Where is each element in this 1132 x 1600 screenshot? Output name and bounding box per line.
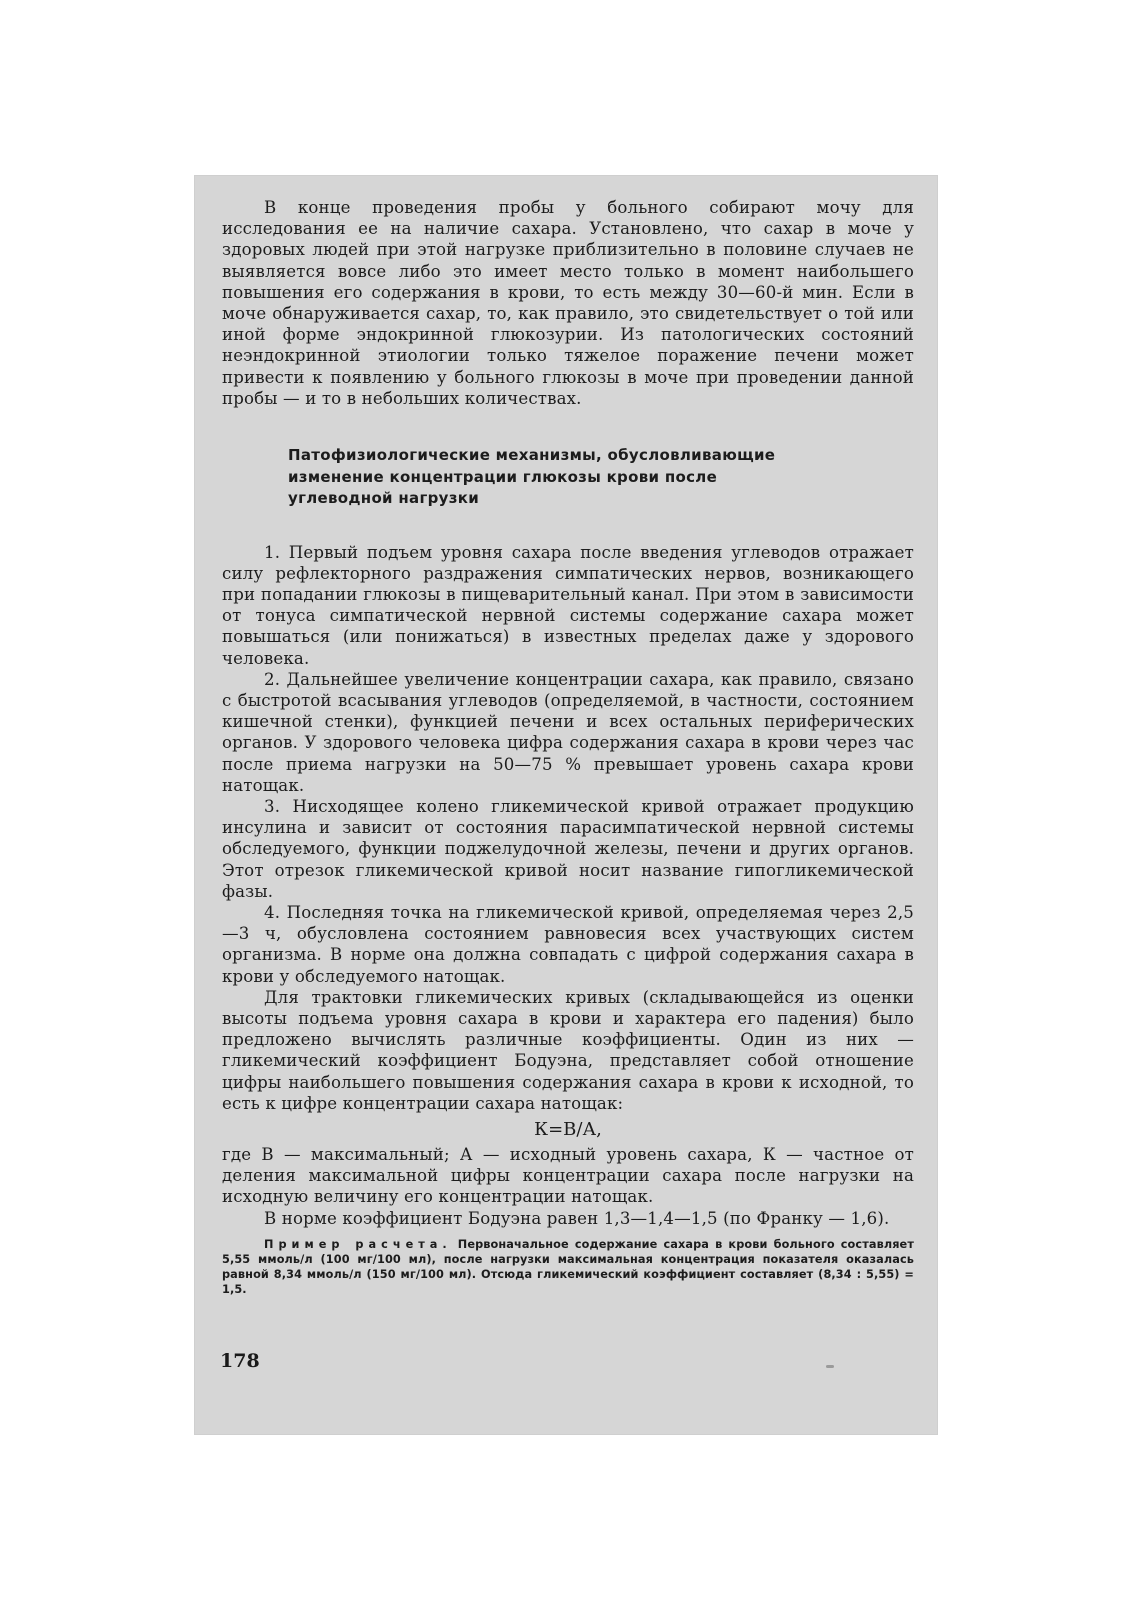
section-heading-line-3: углеводной нагрузки	[288, 489, 480, 508]
section-heading-line-1: Патофизиологические механизмы, обусловливающие	[288, 446, 776, 465]
norm-paragraph: В норме коэффициент Бодуэна равен 1,3—1,4—1,5 (по Франку — 1,6).	[264, 1208, 890, 1228]
baudouin-formula: К=В/А,	[534, 1119, 602, 1141]
list-item-4: 4. Последняя точка на гликемической кривой, определяемая через 2,5—3 ч, обусловлена состоянием равновесия всех участвующих систем организма. В норме она должна совпадать с цифрой содержания сахара в крови у обследуемого натощак.	[222, 902, 914, 986]
formula-explanation: где В — максимальный; А — исходный уровень сахара, К — частное от деления максимальной цифры концентрации сахара после нагрузки на исходную величину его концентрации натощак.	[222, 1145, 914, 1207]
print-speck	[826, 1365, 834, 1368]
calculation-example	[222, 1237, 914, 1298]
page-number: 178	[220, 1350, 260, 1372]
list-item-1: 1. Первый подъем уровня сахара после введения углеводов отражает силу рефлекторного раздражения симпатических нервов, возникающего при попадании глюкозы в пищеварительный канал. При этом в зависимости от тонуса симпатической нервной системы содержание сахара может повышаться (или понижаться) в известных пределах даже у здорового человека.	[222, 542, 914, 668]
coefficient-paragraph: Для трактовки гликемических кривых (складывающейся из оценки высоты подъема уровня сахара в крови и характера его падения) было предложено вычислять различные коэффициенты. Один из них — гликемический коэффициент Бодуэна, представляет собой отношение цифры наибольшего повышения содержания сахара в крови к исходной, то есть к цифре концентрации сахара натощак:	[222, 987, 914, 1113]
list-item-3: 3. Нисходящее колено гликемической кривой отражает продукцию инсулина и зависит от состояния парасимпатической нервной системы обследуемого, функции поджелудочной железы, печени и других органов. Этот отрезок гликемической кривой носит название гипогликемической фазы.	[222, 796, 914, 901]
section-heading-line-2: изменение концентрации глюкозы крови после	[288, 467, 718, 486]
example-label: Пример расчета.	[264, 1237, 452, 1251]
intro-paragraph: В конце проведения пробы у больного собирают мочу для исследования ее на наличие сахара. Установлено, что сахар в моче у здоровых людей при этой нагрузке приблизительно в половине случаев не выявляется вовсе либо это имеет место только в момент наибольшего повышения его содержания в крови, то есть между 30—60-й мин. Если в моче обнаруживается сахар, то, как правило, это свидетельствует о той или иной форме эндокринной глюкозурии. Из патологических состояний неэндокринной этиологии только тяжелое поражение печени может привести к появлению у больного глюкозы в моче при проведении данной пробы — и то в небольших количествах.	[222, 198, 914, 408]
page-content	[222, 197, 914, 1298]
list-item-2: 2. Дальнейшее увеличение концентрации сахара, как правило, связано с быстротой всасывания углеводов (определяемой, в частности, состоянием кишечной стенки), функцией печени и всех остальных периферических органов. У здорового человека цифра содержания сахара в крови через час после приема нагрузки на 50—75 % превышает уровень сахара крови натощак.	[222, 669, 914, 795]
example-text: Первоначальное содержание сахара в крови больного составляет 5,55 ммоль/л (100 мг/100 мл), после нагрузки максимальная концентрация показателя оказалась равной 8,34 ммоль/л (150 мг/100 мл). Отсюда гликемический коэффициент составляет (8,34 : 5,55) = 1,5.	[222, 1237, 914, 1297]
section-heading	[288, 445, 914, 510]
scanned-page	[194, 175, 938, 1435]
